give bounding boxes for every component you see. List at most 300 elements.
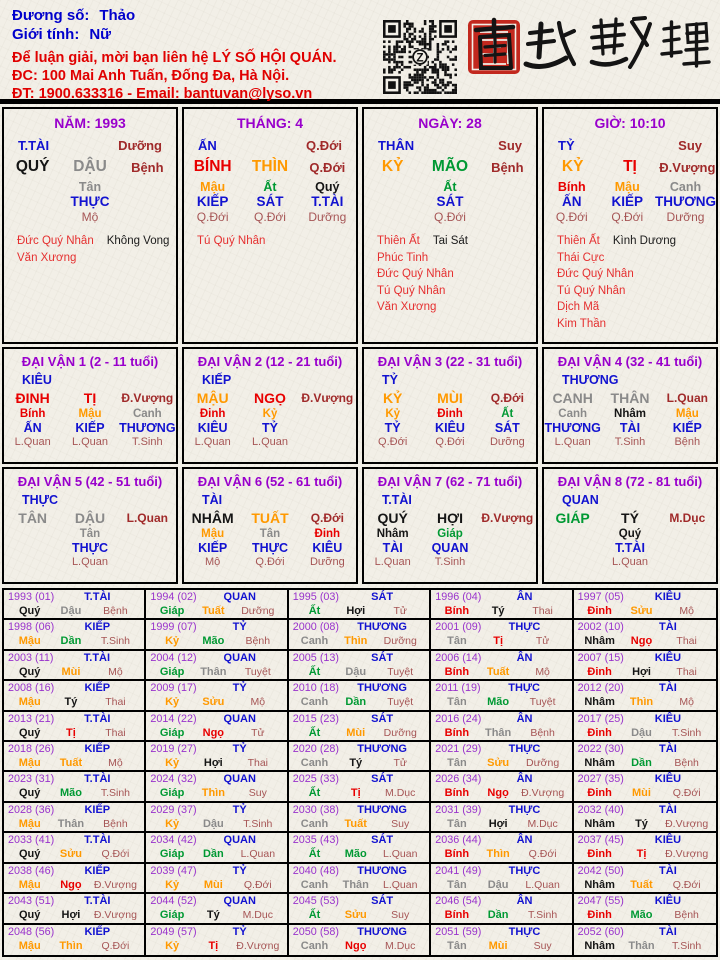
year-star: THƯƠNG (357, 743, 407, 756)
year-line1 (150, 773, 282, 786)
year-line2 (293, 695, 425, 709)
year-star: TÀI (659, 803, 677, 816)
year-line2 (435, 756, 567, 770)
year-star: KIẾP (84, 803, 111, 816)
year-cell (4, 833, 146, 863)
daivan-box (542, 467, 718, 584)
year-branch: Thân (57, 817, 85, 830)
pillar-top-stage: Dưỡng (118, 138, 162, 153)
year-line2 (8, 847, 140, 861)
year-line1 (578, 743, 712, 756)
year-label: 2009 (17) (150, 682, 197, 695)
year-line2 (293, 726, 425, 740)
year-line2 (293, 847, 425, 861)
hidden-stem-group (421, 180, 478, 224)
year-stage: Thai (676, 635, 697, 648)
year-line1 (435, 621, 567, 634)
year-label: 2034 (42) (150, 834, 197, 847)
year-cell (431, 712, 573, 742)
hidden-stage: Dưỡng (666, 210, 705, 224)
year-line1 (293, 682, 425, 695)
god-name: Thiên Ất (557, 235, 600, 247)
pillar-hidden-row (184, 180, 356, 224)
pillar-star: T.TÀI (18, 138, 50, 153)
year-line1 (578, 926, 712, 939)
year-stage: Thai (532, 605, 553, 617)
year-line2 (8, 939, 140, 953)
header (0, 0, 720, 102)
year-star: ÂN (516, 895, 533, 908)
year-stem: Mậu (18, 635, 41, 648)
year-cell (289, 925, 431, 955)
hidden-stem-group (241, 528, 298, 569)
year-label: 2032 (40) (577, 803, 624, 816)
pillar-top-stage: Q.Đới (306, 138, 342, 153)
hidden-stem: Quý (618, 528, 642, 540)
year-line1 (8, 682, 140, 695)
year-line2 (293, 939, 425, 953)
year-line1 (578, 682, 712, 695)
daivan-stage: Q.Đới (310, 511, 344, 525)
hidden-stage: Dưỡng (309, 556, 345, 568)
year-branch: Tuất (344, 817, 367, 830)
year-cell (431, 590, 573, 620)
hidden-star: SÁT (494, 421, 520, 435)
year-label: 2037 (45) (577, 834, 624, 847)
year-star: ÂN (516, 651, 533, 664)
year-stage: L.Quan (382, 848, 418, 861)
year-stage: T.Sinh (528, 909, 558, 922)
hidden-stage: Q.Đới (196, 210, 229, 224)
year-stage: T.Sinh (100, 635, 131, 648)
contact-block (12, 49, 337, 103)
god-name: Đức Quý Nhân (557, 268, 634, 280)
year-branch: Tý (491, 605, 505, 617)
year-stage: Đ.Vượng (521, 787, 565, 800)
year-star: ÂN (516, 834, 533, 847)
hidden-stem-group (364, 408, 421, 449)
year-line2 (435, 786, 567, 800)
year-line2 (578, 939, 712, 953)
year-line1 (150, 865, 282, 878)
hidden-stage: Dưỡng (308, 210, 347, 224)
year-line2 (578, 695, 712, 709)
year-line1 (435, 591, 567, 604)
hidden-stage: L.Quan (14, 436, 51, 448)
hidden-star: THƯƠNG (655, 194, 716, 209)
year-branch: Tý (206, 909, 220, 922)
year-branch: Thìn (201, 787, 225, 800)
year-cell (289, 772, 431, 802)
year-stem: Bính (444, 665, 470, 678)
year-line1 (293, 652, 425, 665)
year-cell (431, 620, 573, 650)
year-stage: Thai (105, 696, 126, 709)
year-stage: Suy (533, 939, 552, 952)
year-stem: Quý (19, 787, 41, 800)
hidden-stage: L.Quan (194, 436, 231, 448)
year-stem: Canh (300, 696, 329, 709)
year-line1 (435, 865, 567, 878)
year-cell (574, 772, 716, 802)
daivan-title: ĐẠI VẬN 5 (42 - 51 tuổi) (17, 474, 163, 489)
year-stem: Nhâm (584, 878, 615, 891)
year-cell (4, 925, 146, 955)
year-stage: L.Quan (240, 848, 276, 861)
year-stage: Tử (251, 726, 265, 739)
year-cell (289, 712, 431, 742)
year-label: 2028 (36) (8, 803, 55, 816)
hidden-stage: Q.Đới (435, 436, 465, 448)
pillar-box (182, 107, 358, 344)
year-line1 (8, 865, 140, 878)
year-line2 (435, 908, 567, 922)
year-line1 (293, 895, 425, 908)
daivan-hidden-row (184, 408, 356, 449)
year-label: 2017 (25) (577, 712, 624, 725)
year-line1 (293, 804, 425, 817)
year-label: 2001 (09) (435, 621, 482, 634)
hidden-star: KIẾP (611, 194, 644, 209)
pillar-top-row (184, 138, 356, 153)
year-line2 (8, 634, 140, 648)
year-label: 2036 (44) (435, 834, 482, 847)
year-star: THỰC (508, 743, 541, 756)
year-label: 2039 (47) (150, 864, 197, 877)
year-branch: Tuất (59, 757, 83, 770)
year-stage: Thai (247, 757, 269, 770)
year-stem: Đinh (587, 665, 612, 678)
year-stem: Đinh (587, 605, 612, 617)
year-stage: Mộ (679, 696, 694, 709)
year-label: 1997 (05) (577, 591, 624, 603)
pillar-gods-list (364, 224, 536, 316)
year-label: 1996 (04) (435, 591, 482, 603)
daivan-stage: Đ.Vượng (481, 511, 534, 525)
daivan-stem: MẬU (196, 390, 229, 406)
year-stem: Canh (300, 878, 329, 891)
hidden-star: KIẾP (198, 541, 228, 555)
year-label: 2020 (28) (292, 743, 340, 756)
daivan-box (362, 467, 538, 584)
daivan-hidden-row (544, 408, 716, 449)
year-stage: Q.Đới (528, 848, 557, 861)
year-stage: M.Dục (527, 817, 558, 830)
year-stem: Ất (308, 726, 321, 739)
owner-line (12, 6, 337, 25)
daivan-box (542, 347, 718, 464)
hidden-star: THỰC (71, 541, 109, 555)
year-line1 (435, 895, 567, 908)
daivan-hidden-row (4, 408, 176, 449)
hidden-stem-group (4, 408, 61, 449)
year-star: SÁT (371, 895, 394, 908)
daivan-branch: THÂN (610, 390, 650, 406)
pillar-box (2, 107, 178, 344)
year-stem: Ất (308, 909, 321, 922)
god-name: Tú Quý Nhân (557, 284, 626, 297)
year-line2 (578, 908, 712, 922)
year-star: T.TÀI (84, 591, 111, 603)
year-branch: Mùi (346, 726, 366, 739)
year-stage: Dưỡng (526, 757, 560, 770)
god-name-black: Không Vong (106, 235, 170, 247)
hidden-stage: L.Quan (71, 556, 109, 568)
year-label: 1998 (06) (8, 621, 55, 634)
year-line1 (435, 834, 567, 847)
year-branch: Hợi (61, 909, 81, 922)
year-stem: Canh (300, 757, 329, 770)
year-label: 2018 (26) (8, 743, 55, 756)
year-line1 (150, 682, 282, 695)
year-star: TỶ (232, 682, 247, 695)
year-label: 2010 (18) (292, 682, 340, 695)
year-star: KIẾP (84, 925, 111, 938)
year-stage: Dưỡng (241, 605, 275, 617)
year-line2 (150, 786, 282, 800)
pillar-star: TỶ (558, 138, 575, 153)
year-stem: Mậu (18, 939, 41, 952)
pillar-hidden-row (364, 180, 536, 224)
hidden-stem-group (184, 180, 241, 224)
hidden-stem-group (119, 408, 176, 449)
hidden-star: QUAN (431, 541, 469, 555)
year-stage: Thai (676, 665, 697, 678)
year-label: 2005 (13) (292, 651, 340, 664)
daivan-stage: L.Quan (666, 391, 708, 405)
year-stem: Tân (447, 696, 467, 709)
year-line2 (435, 878, 567, 892)
pillar-branch: MÃO (431, 158, 469, 175)
year-stem: Mậu (18, 757, 41, 770)
year-cell (574, 833, 716, 863)
year-branch: Tị (636, 848, 647, 861)
daivan-title: ĐẠI VẬN 7 (62 - 71 tuổi) (377, 474, 523, 489)
year-line2 (150, 726, 282, 740)
hidden-star: THƯƠNG (544, 421, 601, 435)
daivan-box (362, 347, 538, 464)
year-cell (289, 833, 431, 863)
year-stage: Mộ (535, 665, 550, 678)
year-branch: Thìn (59, 939, 83, 952)
year-line1 (8, 652, 140, 665)
daivan-stem: QUÝ (377, 510, 408, 526)
hidden-stem-group (184, 408, 241, 449)
year-star: KIÊU (654, 591, 682, 603)
year-branch: Mùi (488, 939, 508, 952)
year-line1 (293, 591, 425, 604)
year-stem: Tân (447, 757, 467, 770)
year-line1 (578, 652, 712, 665)
year-star: THỰC (508, 682, 540, 695)
pillar-hidden-row (544, 180, 716, 224)
hidden-star: KIÊU (435, 421, 465, 435)
year-line2 (578, 756, 712, 770)
hidden-stem: Ất (263, 180, 277, 194)
hidden-stem: Nhâm (376, 528, 409, 540)
daivan-title: ĐẠI VẬN 4 (32 - 41 tuổi) (557, 354, 703, 369)
year-stem: Bính (444, 848, 470, 861)
hidden-stem: Nhâm (614, 408, 646, 420)
year-branch: Tị (493, 635, 504, 648)
year-line1 (150, 834, 282, 847)
pillar-gods-list (184, 224, 356, 250)
year-stage: Đ.Vượng (665, 848, 709, 861)
year-label: 2051 (59) (435, 925, 482, 938)
year-cell (574, 803, 716, 833)
hidden-star: T.TÀI (311, 194, 344, 209)
year-stage: Suy (391, 817, 410, 830)
year-label: 2030 (38) (292, 803, 340, 816)
year-line2 (8, 665, 140, 679)
hidden-stem-group (421, 528, 478, 569)
year-star: TÀI (659, 621, 677, 634)
year-stage: Q.Đới (672, 878, 701, 891)
pillar-branch: DẬU (73, 158, 107, 175)
year-line1 (150, 743, 282, 756)
year-line2 (435, 847, 567, 861)
year-line1 (8, 895, 140, 908)
year-cell (146, 864, 288, 894)
year-stage: Bệnh (245, 635, 271, 648)
year-stage: Suy (391, 909, 410, 922)
year-star: THƯƠNG (357, 803, 407, 816)
year-line1 (8, 926, 140, 939)
hidden-star: THƯƠNG (119, 421, 176, 435)
year-line1 (293, 865, 425, 878)
year-cell (146, 925, 288, 955)
hidden-stem-group (544, 180, 600, 224)
pillar-stem: QUÝ (15, 158, 50, 175)
year-branch: Sửu (487, 757, 510, 770)
year-label: 1995 (03) (292, 591, 340, 603)
year-line2 (150, 634, 282, 648)
year-cell (4, 681, 146, 711)
year-star: QUAN (223, 834, 256, 847)
year-stem: Giáp (159, 605, 185, 617)
hidden-star: KIÊU (197, 421, 228, 435)
hidden-stem-group (544, 408, 601, 449)
year-stem: Kỷ (165, 817, 180, 830)
year-stem: Kỷ (165, 696, 180, 709)
year-label: 1993 (01) (8, 591, 55, 603)
pillar-main-row (184, 158, 356, 176)
daivan-title: ĐẠI VẬN 8 (72 - 81 tuổi) (557, 474, 703, 489)
year-cell (574, 864, 716, 894)
year-cell (146, 742, 288, 772)
hidden-stem-group (61, 408, 118, 449)
year-stage: M.Dục (385, 939, 416, 952)
four-pillars-section (0, 104, 720, 344)
year-stage: L.Quan (525, 878, 560, 891)
year-stage: Mộ (250, 696, 266, 709)
pillar-branch: TỊ (623, 158, 637, 175)
year-cell (574, 681, 716, 711)
year-label: 2004 (12) (150, 651, 197, 664)
god-name: Tú Quý Nhân (377, 284, 446, 297)
year-stage: Tuyệt (244, 665, 271, 678)
year-label: 1994 (02) (150, 591, 197, 603)
hidden-stage: T.Sinh (434, 556, 466, 568)
gods-line (17, 233, 172, 250)
daivan-title: ĐẠI VẬN 3 (22 - 31 tuổi) (377, 354, 523, 369)
year-stage: Tuyệt (387, 665, 414, 678)
year-star: KIÊU (654, 834, 682, 847)
year-stem: Quý (19, 909, 41, 922)
daivan-main-row (544, 510, 716, 526)
hidden-star: T.TÀI (615, 541, 645, 555)
hidden-stem-group (659, 408, 716, 449)
hidden-star: ẤN (562, 194, 582, 209)
year-stem: Giáp (159, 787, 185, 800)
year-branch: Hợi (203, 757, 223, 770)
god-name: Đức Quý Nhân (377, 268, 454, 280)
year-line1 (150, 926, 282, 939)
logo-calligraphy (466, 10, 712, 86)
hidden-stage: Bệnh (674, 436, 701, 448)
god-name: Dịch Mã (557, 301, 600, 313)
year-label: 2052 (60) (577, 925, 624, 938)
year-cell (574, 651, 716, 681)
year-branch: Ngọ (487, 787, 509, 800)
daivan-star: THƯƠNG (562, 373, 619, 387)
year-star: THỰC (508, 925, 541, 938)
year-stem: Đinh (587, 909, 612, 922)
year-label: 2048 (56) (8, 925, 55, 938)
hidden-stem-group (61, 528, 118, 569)
year-line2 (150, 847, 282, 861)
year-star: TÀI (659, 925, 677, 938)
god-name-black: Kình Dương (612, 235, 677, 247)
pillar-hidden-row (4, 180, 176, 224)
hidden-stage: L.Quan (71, 436, 109, 448)
year-label: 2042 (50) (577, 864, 624, 877)
year-branch: Tuất (630, 878, 653, 891)
hidden-stage: Dưỡng (489, 436, 525, 448)
daivan-branch: TỊ (83, 390, 97, 406)
contact-line: Để luận giải, mời bạn liên hệ LÝ SỐ HỘI QUÁN. (12, 50, 337, 66)
year-cell (146, 590, 288, 620)
year-stage: Q.Đới (101, 848, 130, 861)
year-branch: Sửu (202, 696, 225, 709)
year-star: T.TÀI (84, 834, 111, 847)
year-stem: Kỷ (165, 757, 180, 770)
year-stage: Đ.Vượng (93, 878, 137, 891)
year-line2 (578, 878, 712, 892)
daivan-star: THỰC (22, 493, 59, 507)
year-star: TỶ (232, 864, 247, 877)
daivan-main-row (4, 390, 176, 406)
daivan-box (182, 347, 358, 464)
year-label: 2038 (46) (8, 864, 55, 877)
hidden-star: TÀI (619, 421, 641, 435)
god-name: Tú Quý Nhân (197, 235, 266, 247)
qr-code-icon (383, 20, 457, 94)
god-name: Kim Thần (557, 317, 607, 330)
hidden-stem-group (61, 180, 118, 224)
year-line1 (293, 773, 425, 786)
hidden-stem: Ất (443, 180, 457, 194)
year-cell (574, 620, 716, 650)
year-star: THỰC (508, 864, 541, 877)
year-line1 (435, 682, 567, 695)
year-line2 (150, 604, 282, 618)
hidden-stem: Tân (259, 528, 281, 540)
year-stem: Quý (19, 848, 41, 861)
year-label: 2014 (22) (150, 712, 197, 725)
contact-line: ĐT: 1900.633316 - Email: bantuvan@lyso.vn (12, 86, 313, 102)
hidden-stage: L.Quan (374, 556, 411, 568)
